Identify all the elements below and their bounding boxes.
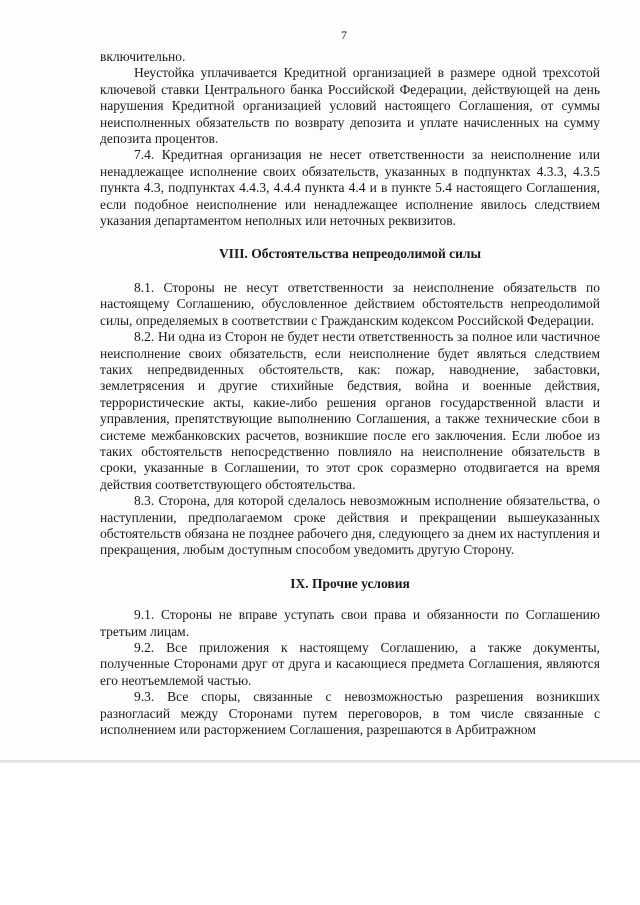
paragraph-7-4: 7.4. Кредитная организация не несет ответственности за неисполнение или ненадлежащее исполнение своих обязательств, указанных в подпунктах 4.3.3, 4.3.5 пункта 4.3, подпунктах 4.4.3, 4.4.4 пункта 4.4 и в пункте 5.4 настоящего Соглашения, если подобное неисполнение или ненадлежащее исполнение явилось следствием указания департаментом неполных или неточных реквизитов. bbox=[100, 147, 600, 229]
document-body bbox=[100, 49, 600, 738]
paragraph-9-2: 9.2. Все приложения к настоящему Соглашению, а также документы, полученные Сторонами друг от друга и касающиеся предмета Соглашения, являются его неотъемлемой частью. bbox=[100, 640, 600, 688]
section-heading-9: IX. Прочие условия bbox=[290, 575, 410, 591]
paragraph-continuation: включительно. bbox=[100, 49, 186, 64]
section-heading-8: VIII. Обстоятельства непреодолимой силы bbox=[218, 246, 482, 262]
paragraph-8-2: 8.2. Ни одна из Сторон не будет нести ответственность за полное или частичное неисполнение своих обязательств, если неисполнение будет являться следствием таких непредвиденных обстоятельств, как: пожар, наводнение, забастовки, землетрясения и другие стихийные бедствия, война и военные действия, террористические акты, какие-либо решения органов государственной власти и управления, препятствующие выполнению Соглашения, а также технические сбои в системе межбанковских расчетов, возникшие после его заключения. Если любое из таких обстоятельств непосредственно повлияло на неисполнение обязательств в сроки, указанные в Соглашении, то этот срок соразмерно отодвигается на время действия соответствующего обстоятельства. bbox=[100, 329, 600, 492]
paragraph-8-3: 8.3. Сторона, для которой сделалось невозможным исполнение обязательства, о наступлении, предполагаемом сроке действия и прекращении вышеуказанных обстоятельств обязана не позднее рабочего дня, следующего за днем их наступления и прекращения, любым доступным способом уведомить другую Сторону. bbox=[100, 493, 600, 558]
blank-area bbox=[0, 763, 640, 905]
paragraph-penalty: Неустойка уплачивается Кредитной организацией в размере одной трехсотой ключевой ставки Центрального банка Российской Федерации, действующей на день нарушения Кредитной организацией условий настоящего Соглашения, от суммы неисполненных обязательств по возврату депозита и уплате начисленных на сумму депозита процентов. bbox=[100, 65, 600, 147]
paragraph-8-1: 8.1. Стороны не несут ответственности за неисполнение обязательств по настоящему Соглашению, обусловленное действием обстоятельств непреодолимой силы, определяемых в соответствии с Гражданским кодексом Российской Федерации. bbox=[100, 279, 600, 328]
page-number: 7 bbox=[341, 28, 347, 42]
paragraph-9-3: 9.3. Все споры, связанные с невозможностью разрешения возникших разногласий между Сторонами путем переговоров, в том числе связанные с исполнением или расторжением Соглашения, разрешаются в Арбитражном bbox=[100, 689, 600, 738]
paragraph-9-1: 9.1. Стороны не вправе уступать свои права и обязанности по Соглашению третьим лицам. bbox=[100, 607, 600, 639]
